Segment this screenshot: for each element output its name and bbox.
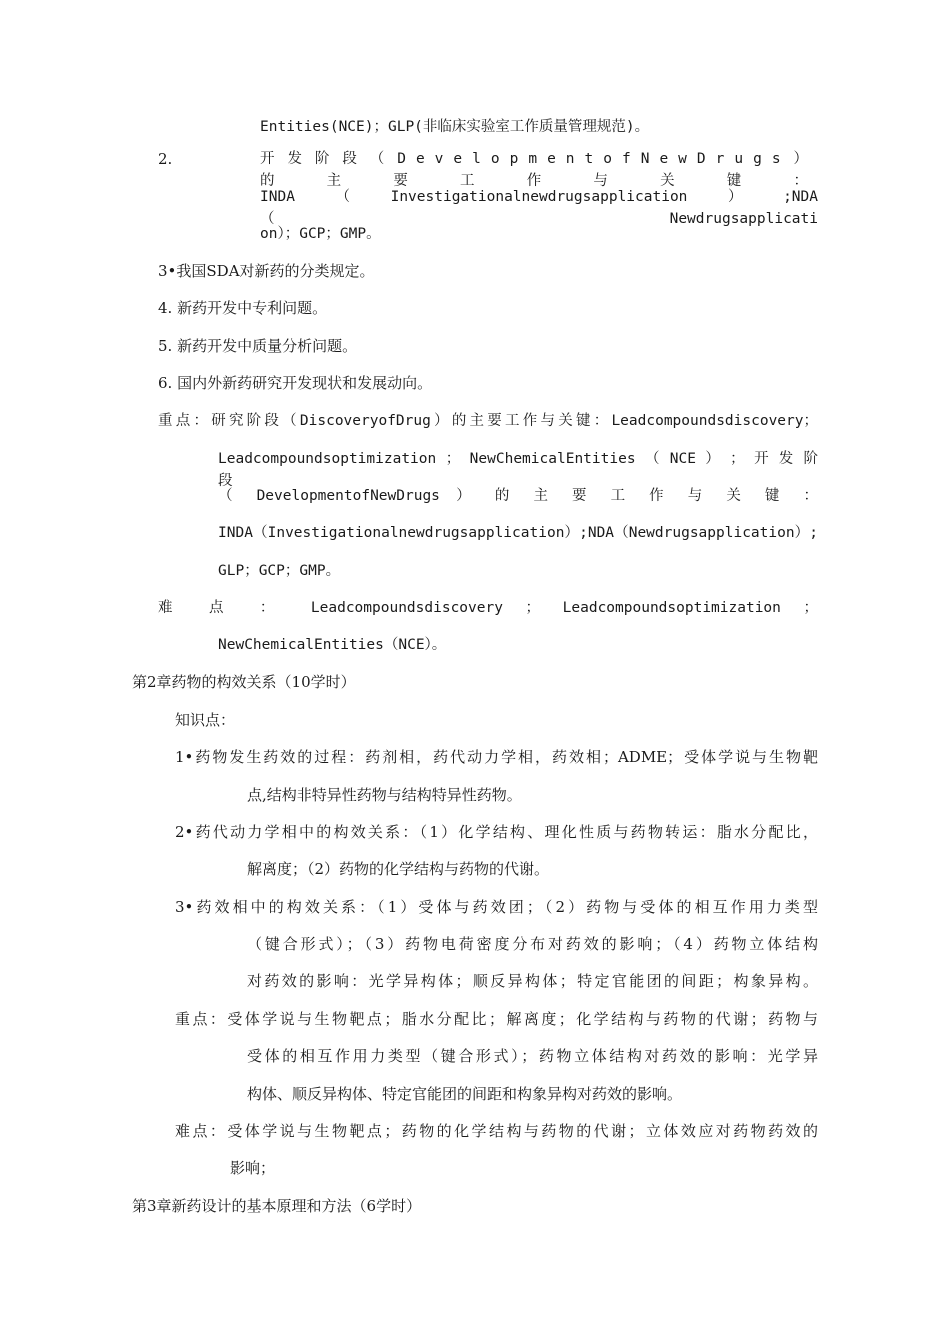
key-points-line: Leadcompoundsoptimization ； NewChemicalEntities （ NCE ） ； 开 发 阶 段 xyxy=(218,451,818,489)
key-points-line: （ DevelopmentofNewDrugs ） 的 主 要 工 作 与 关 键 ： xyxy=(218,488,818,504)
difficulty-line: 影响； xyxy=(230,1159,276,1177)
list-item: 5. 新药开发中质量分析问题。 xyxy=(158,337,358,355)
list-item: 6. 国内外新药研究开发现状和发展动向。 xyxy=(158,374,433,392)
key-points-line: 重点：受体学说与生物靶点；脂水分配比；解离度；化学结构与药物的代谢；药物与 xyxy=(175,1010,818,1028)
section-label: 知识点： xyxy=(175,711,236,729)
text-line: 3•药效相中的构效关系：（1）受体与药效团；（2）药物与受体的相互作用力类型 xyxy=(175,898,818,916)
text-line: 点,结构非特异性药物与结构特异性药物。 xyxy=(247,786,522,804)
text-line: Entities(NCE)；GLP(非临床实验室工作质量管理规范)。 xyxy=(260,119,650,135)
list-number: 2. xyxy=(158,150,173,168)
key-points-line: 受体的相互作用力类型（键合形式）；药物立体结构对药效的影响：光学异 xyxy=(247,1047,818,1065)
chapter-title: 第2章药物的构效关系（10学时） xyxy=(132,673,356,691)
key-points-line: 构体、顺反异构体、特定官能团的间距和构象异构对药效的影响。 xyxy=(247,1085,683,1103)
text-line: 1•药物发生药效的过程：药剂相，药代动力学相，药效相；ADME；受体学说与生物靶 xyxy=(175,748,818,766)
difficulty-line: 难 点 ： Leadcompoundsdiscovery ； Leadcompoundsoptimization ； xyxy=(158,600,818,616)
key-points-line: GLP；GCP；GMP。 xyxy=(218,563,341,579)
text-line: 2•药代动力学相中的构效关系：（1）化学结构、理化性质与药物转运：脂水分配比， xyxy=(175,823,818,841)
difficulty-line: 难点：受体学说与生物靶点；药物的化学结构与药物的代谢；立体效应对药物药效的 xyxy=(175,1122,818,1140)
text-line: 对药效的影响：光学异构体；顺反异构体；特定官能团的间距；构象异构。 xyxy=(247,972,818,990)
text-line: 开发阶段（DevelopmentofNewDrugs）的主要工作与关键： xyxy=(260,151,818,189)
text-line: 解离度；（2）药物的化学结构与药物的代谢。 xyxy=(247,860,550,878)
key-points-line: 重点：研究阶段（DiscoveryofDrug）的主要工作与关键：Leadcompoundsdiscovery； xyxy=(158,413,818,429)
list-item: 3•我国SDA对新药的分类规定。 xyxy=(158,262,375,280)
text-line: INDA（Investigationalnewdrugsapplication）;NDA（Newdrugsapplicati xyxy=(260,189,818,227)
key-points-line: INDA（Investigationalnewdrugsapplication）;NDA（Newdrugsapplication）; xyxy=(218,525,818,541)
text-line: on）；GCP；GMP。 xyxy=(260,226,381,242)
difficulty-line: NewChemicalEntities（NCE）。 xyxy=(218,637,447,653)
list-item: 4. 新药开发中专利问题。 xyxy=(158,299,328,317)
chapter-title: 第3章新药设计的基本原理和方法（6学时） xyxy=(132,1197,422,1215)
text-line: （键合形式）；（3）药物电荷密度分布对药效的影响；（4）药物立体结构 xyxy=(247,935,818,953)
